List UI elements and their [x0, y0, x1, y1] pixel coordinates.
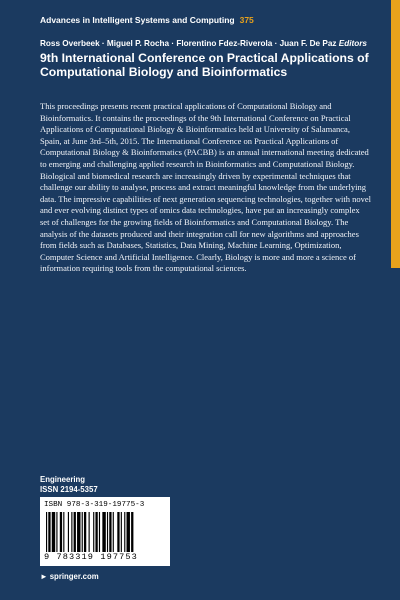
barcode-icon: [46, 512, 164, 552]
accent-strip: [391, 0, 400, 268]
subject-block: [40, 475, 98, 495]
editor-names: Ross Overbeek · Miguel P. Rocha · Florentino Fdez-Riverola · Juan F. De Paz: [40, 39, 337, 48]
issn-label: ISSN 2194-5357: [40, 485, 98, 494]
publisher-link[interactable]: [40, 572, 99, 581]
publisher-url: springer.com: [49, 572, 99, 581]
editor-role: Editors: [338, 39, 367, 48]
editor-line: [40, 39, 367, 48]
description-text: This proceedings presents recent practical applications of Computational Biology and Bioinformatics. It contains the proceedings of the 9th International Conference on Practical Applications of Computational Biology & Bioinformatics held at University of Salamanca, Spain, at June 3rd–5th, 2015. The International Conference on Practical Applications of Computational Biology & Bioinformatics (PACBB) is an annual international meeting dedicated to emerging and challenging applied research in Bioinformatics and Computational Biology. Biological and biomedical research are increasingly driven by experimental techniques that challenge our ability to analyse, process and extract meaningful knowledge from the underlying data. The impressive capabilities of next generation sequencing technologies, together with novel and ever evolving distinct types of omics data technologies, have put an increasingly complex set of challenges for the growing fields of Bioinformatics and Computational Biology. The analysis of the datasets produced and their integration call for new algorithms and approaches from fields such as Databases, Statistics, Data Mining, Machine Learning, Optimization, Computer Science and Artificial Intelligence. Clearly, Biology is more and more a science of information requiring tools from the computational sciences.: [40, 101, 372, 274]
series-volume: 375: [239, 15, 254, 25]
arrow-icon: ►: [40, 572, 48, 581]
subject-label: Engineering: [40, 475, 86, 484]
book-title: [40, 51, 370, 79]
isbn-label: ISBN 978-3-319-19775-3: [44, 501, 145, 509]
series-header: [40, 15, 254, 25]
book-title-line-2: Computational Biology and Bioinformatics: [40, 65, 288, 79]
barcode-box: [40, 497, 170, 566]
barcode-digits: 9 783319 197753: [44, 552, 138, 562]
series-name: Advances in Intelligent Systems and Computing: [40, 15, 235, 25]
book-title-line-1: 9th International Conference on Practical Applications of: [40, 51, 369, 65]
